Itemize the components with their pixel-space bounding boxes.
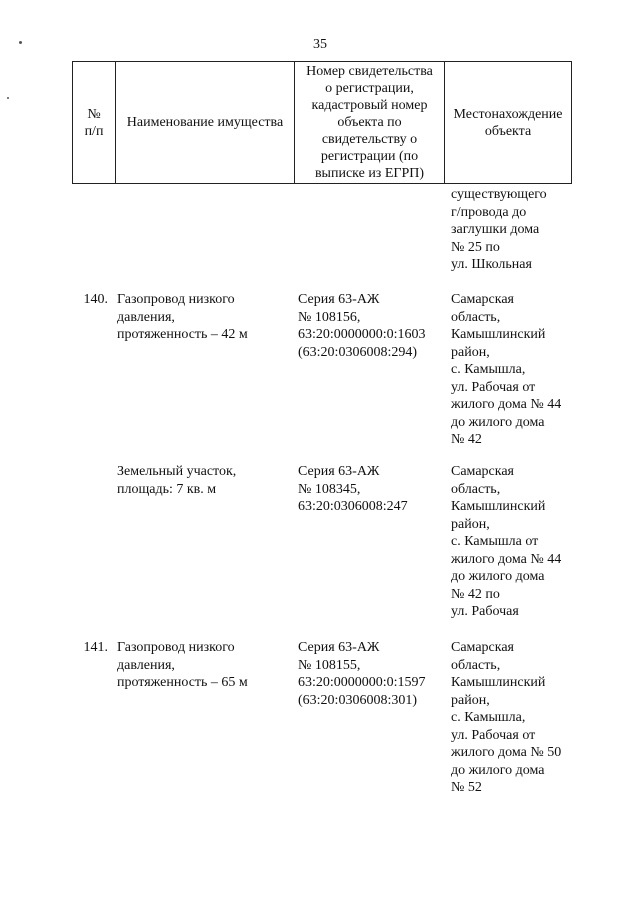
row-140-num: 140. [83, 292, 108, 307]
row-140-name: Газопровод низкого давления, протяженность – 42 м [117, 292, 248, 342]
row-141-num: 141. [83, 640, 108, 655]
land-plot-name: Земельный участок, площадь: 7 кв. м [117, 464, 237, 497]
row-141-registration: Серия 63-АЖ № 108155, 63:20:0000000:0:1597 (63:20:0306008:301) [298, 640, 426, 708]
row-141-name: Газопровод низкого давления, протяженность – 65 м [117, 640, 248, 690]
header-location: Местонахождение объекта [445, 62, 572, 184]
scan-speck [7, 97, 9, 99]
page-number: 35 [313, 37, 327, 52]
table-header [72, 61, 572, 184]
row-140-location: Самарская область, Камышлинский район, с. Камышла, ул. Рабочая от жилого дома № 44 до жилого дома № 42 [451, 292, 562, 447]
land-plot-location: Самарская область, Камышлинский район, с. Камышла от жилого дома № 44 до жилого дома № 42 по ул. Рабочая [451, 464, 562, 619]
row-140-registration: Серия 63-АЖ № 108156, 63:20:0000000:0:1603 (63:20:0306008:294) [298, 292, 426, 360]
row-141-location: Самарская область, Камышлинский район, с. Камышла, ул. Рабочая от жилого дома № 50 до жилого дома № 52 [451, 640, 562, 795]
land-plot-registration: Серия 63-АЖ № 108345, 63:20:0306008:247 [298, 464, 408, 514]
header-name: Наименование имущества [116, 62, 295, 184]
header-registration: Номер свидетельства о регистрации, кадастровый номер объекта по свидетельству о регистрации (по выписке из ЕГРП) [295, 62, 445, 184]
continuation-location: существующего г/провода до заглушки дома № 25 по ул. Школьная [451, 187, 547, 272]
header-num: № п/п [73, 62, 116, 184]
